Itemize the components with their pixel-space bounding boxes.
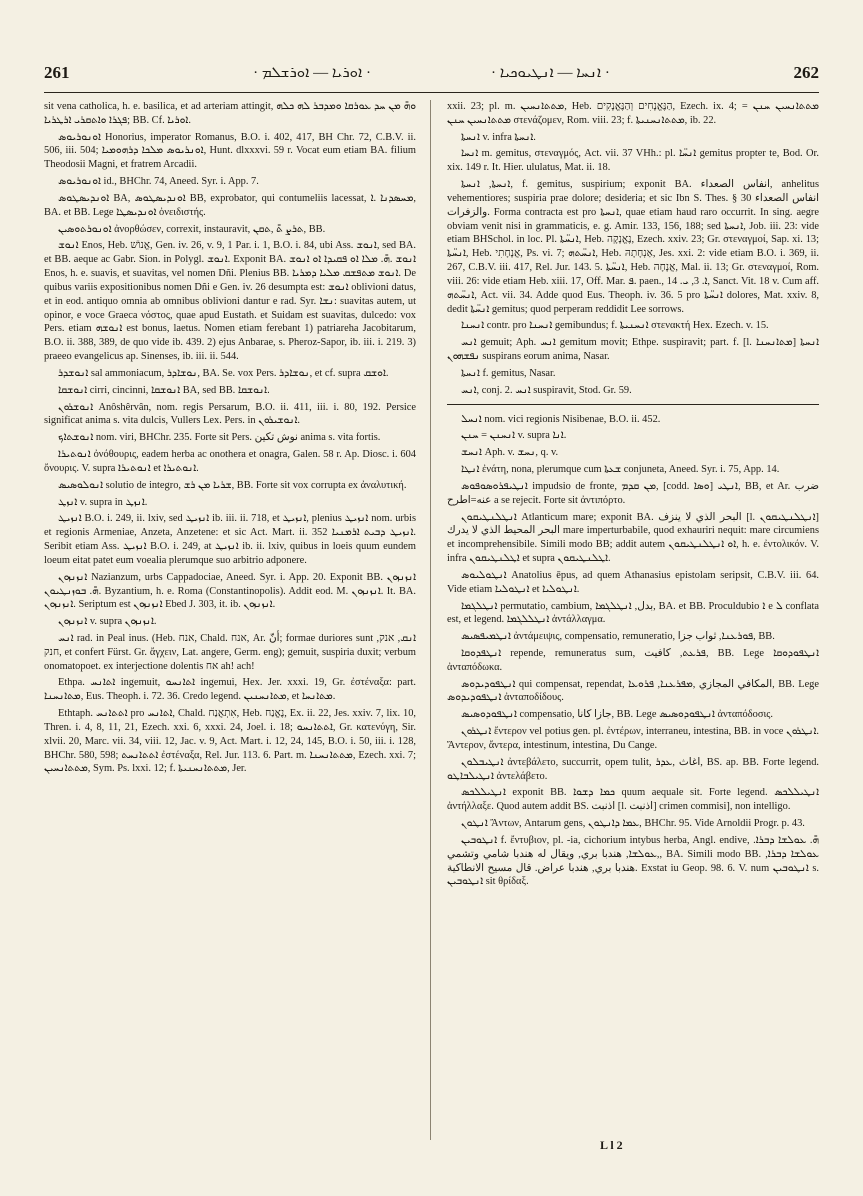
right-entry: ܐܢܚܠ nom. vici regionis Nisibenae, B.O. ii. 452. xyxy=(461,413,661,425)
left-entry: ܐܢܘܬܝܪܐ ὀνόθουρις, eadem herba ac onothera et onagra, Galen. 58 r. Ap. Diosc. i. 604 ὄνουρις. V. supra ܐܢܘܬܝܪܐ et ܐܢܘܬܝܪܐ. xyxy=(44,449,416,474)
right-entry: ܐܢܛܝܦܪܘܣܘܦܘܣ impudsio de fronte, ܡܢ ܩܕܡ, [codd. ܘܣܐ] ܐܢܛܝ, BB, et Ar. ضرب عنه=اطرح a se rejecit. Forte sit ἀντιπόρτο. xyxy=(447,480,819,506)
left-entry: Ethtaph. ܐܬܬܐܢܚ pro ܐܬܐܢܚ, Chald. אִתְאֲנַח, Heb. נֶאֱנַח, Ex. ii. 22, Jes. xxiv. 7, lix. 10, Thren. i. 4, 8, 11, 21, Ezech. xxi. 6, xxxi. 24, Joel. i. 18; ܐܬܬܐܢܚܘ, Gr. κατενύγη, Sir. xlvii. 20, Marc. vii. 34, viii. 12, Jac. v. 9, Act. Mart. i. 12, 24, 145, B.O. i. 50, iii. i. 128, BHChr. 580, 598; ܐܬܬܐܢܚܬ ἐστέναξα, Rel. Jur. 113. 6. Part. m. ܡܬܬܐܢܚܢܐ, Ezech. xxi. 7; ܡܬܬܐܢܚܝܢ, Sym. Ps. lxxi. 12; f. ܡܬܬܐܢܚܢܝܬܐ, Jer. xyxy=(44,708,416,775)
left-entry: ܐܘܢܘܪܝܘܣ Honorius, imperator Romanus, B.O. i. 402, 417, BH Chr. 72, C.B.V. ii. 506, iii. 504; ܐܘܢܪܝܘܣ ܡܠܟܐ ܕܪܗܘܡܝܐ, Hunt. dlxxxvi. 59 r. Vocat eum etiam BA. filium Theodosii Magni, et fratrem Arcadii. xyxy=(44,131,416,171)
running-heads xyxy=(253,64,610,82)
right-section-rule xyxy=(447,404,819,405)
left-running-head: · ܐܘܪܝܐ — ܐܘܪܫܠܡ · xyxy=(253,65,371,81)
left-entry: ܐܢܘܠܘܣܝܣ solutio de integro, ܫܪܝܐ ܡܢ ܪܫ, BB. Forte sit vox corrupta ex ἀναλυτική. xyxy=(58,479,407,491)
right-entry: ܐܢܚܬܐ f. gemitus, Nasar. xyxy=(461,367,556,379)
left-entry: ܐܢܙܢܙܘܢ v. supra ܐܢܙܢܙܘܢ. xyxy=(58,616,157,628)
signature-mark: L l 2 xyxy=(600,1138,623,1152)
left-entry: Ethpa. ܐܬܐܢܚ ingemuit, ܐܬܐܢܚܘ ingemui, Hex. Jer. xxxi. 19, Gr. ἐστέναξα: part. ܡܬܐܢܚܢܐ, Eus. Theoph. i. 72. 36. Credo legend. ܡܬܐܢܚܢܝܢ, et ܡܬܐܢܚܐ. xyxy=(44,677,416,703)
right-entry: ܐܢܛܪܘܢ ἔντερον vel potius gen. pl. ἐντέρων, interraneu, intestina, BB. in voce ܐܢܛܪܘܢ. Ἄντερον, ἄντερα, intestinum, intestina, Du Cange. xyxy=(447,726,819,751)
right-entry: ܐܢܚܬܐ v. infra ܐܢܚܬܐ. xyxy=(461,131,536,143)
right-entry: ܐܢܚܬܐ, ܐܢܚܬܐ, f. gemitus, suspirium; exponit BA. انفاس الصعداء, anhelitus vehementiores; suspiria prae dolore; desideria; et sic Ibn S. Thes. § 30 انفاس الصعداء والزفرات. Forma contracta est pro ܐܢܚܬܐ, quae etiam haud raro occurrit. In sing. aegre obviam venit nisi in grammaticis, e. g. Amir. 133, 156, 188; sed ܐܢܚܬܐ, Job. iii. 23: vide etiam BHSchol. in loc. Pl. ܐܢܚ̈ܬܐ, Heb. נֶאֱנָקָה, Ezech. xxiv. 23; Gr. στεναγμοί, Sap. xi. 13; ܐܢܚ̈ܬܐ, Heb. אֲנָחָתִי, Ps. vi. 7; ܐܢܚ̈ܬܗ, Heb. אַנְחָתָהּ, Jes. xxi. 2: vide etiam B.O. i. 369, ii. 267, C.B.V. iii. 417, Rel. Jur. 143. 5. ܐܢܚ̈ܬܐ, Heb. אֲנָחָה, Mal. ii. 13; Gr. στεναγμοί, Rom. viii. 26: vide etiam Heb. xiii. 17, Off. Mar. ܦ. paen., ܐ. 3, ܝ. 14, Sanct. Vit. 18 v. Cum aff. ܐܢܚ̈ܬܗ, Act. vii. 34. Adde quod Eus. Theoph. iv. 36. 5 pro ܐܢܚ̈ܬܐ dolores, Mat. xxiv. 8, dedit ܐܢܚ̈ܬܐ gemitus; quod perperam reddidit Lee sorrows. xyxy=(447,179,819,315)
left-entry: ܐܢܙܝܛ B.O. i. 249, ii. lxiv, sed ܐܢܙܝܛ ib. iii. ii. 718, et ܐܢܙܝܛ, plenius ܐܢܙܝܛ nom. urbis et regionis Armeniae, Anzeta, Anzetene: et sic Act. Mart. ii. 352 ܐܢܙܝܛ ܕܒܝܬ ܐܪܡܢܝܐ. Seribit etiam Ass. ܐܢܙܝܛ B.O. i. 249, at ܐܢܙܝܛ ib. ii. lxiv, quibus in loeis quum eundem loeum eitat patet eum voealia plerumque suo arbitrio adponere. xyxy=(44,513,416,566)
right-entry: ܐܢܛܦܕܘܩܐ repende, remuneratus sum, ܦܪܥܬ, كافيت, BB. Lege ܐܢܛܦܘܕܘܩܐ ἀνταπόδωκα. xyxy=(447,647,819,673)
right-entry: ܐܢܛܠܓܡܐ permutatio, cambium, بدل, ܐܢܛܠܓܡܐ, BA. et BB. Proculdubio ܐ e ܠ conflata est, et legend. ܐܢܛܠܠܓܡܐ ἀντάλλαγμα. xyxy=(447,600,819,626)
left-entry: ܐܢܚ rad. in Peal inus. (Heb. אנח, Chald. אנח, Ar. أنّ; formae duriores sunt ܐܢܩ, אנק, חנק, et confert Fürst. Gr. ἄγχειν, Lat. angere, Germ. eng); gemuit, suspiria duxit; verbum onomatopoet. ex interjectione dolentis אח ah! ach! xyxy=(44,632,416,672)
page-header xyxy=(44,58,819,88)
right-entry: ܐܢܛܘܠܝܘܣ Anatolius ēpus, ad quem Athanasius epistolam seripsit, C.B.V. iii. 64. Vide etiam ܐܢܛܘܠܝܐ et ܐܢܛܘܠܝܐ. xyxy=(447,569,819,595)
left-entry: sit vena catholica, h. e. basilica, et ad arteriam attingit, ܘܗ̄ ܡܢ ܚܕ ܥܘܪܩܐ ܘܡܕܒܪ ܠܗ ܟܠܗ ܦܓܪܐ ܘܐܬܩܪܝ ܐܪܛܪܝܐ; BB. Cf. ܐܘܪܝܐ. xyxy=(44,101,416,126)
right-entry: ܐܢܛܦܘܕܘܣܝܣ compensatio, جازا كانا, BB. Lege ܐܢܛܦܘܕܘܣܝܣ ἀνταπόδοσις. xyxy=(461,709,773,721)
right-running-head: · ܐܢܚܐ — ܐܢܛܝܘܟܝܐ · xyxy=(490,65,610,81)
left-entry: ܐܢܘܫܬܐܟ nom. viri, BHChr. 235. Forte sit Pers. نوش تکین anima s. vita fortis. xyxy=(58,432,381,444)
right-entry: ܐܢܚܫ Aph. v. ܢܚܫ, q. v. xyxy=(461,447,559,459)
right-entry: ܐܢܚ gemuit; Aph. ܐܢܚ gemitum movit; Ethpe. suspiravit; part. f. [l. ܡܬܐܢܚܢܐ] ܐܢܚܬܐ ܢܦܫܗܘܢ suspirans eorum anima, Nasar. xyxy=(447,337,819,363)
left-entry: ܐܘܢܘܪܝܘܣ id., BHChr. 74, Aneed. Syr. i. App. 7. xyxy=(58,176,259,188)
right-entry: xxii. 23; pl. m. ܡܬܬܐܢܚܝܢ, Heb. הַנֶּאֱנָחִים וְהַנֶּאֱנָקִים, Ezech. ix. 4; ܡܬܬܐܢܚܝܢ ܚܢܢ = ܡܬܬܐܢܚܝܢ ܚܢܢ στενάζομεν, Rom. viii. 23; f. ܡܬܬܐܢܚܢܝܬܐ, ib. 22. xyxy=(447,101,819,126)
left-entry: ܐܢܘܫܕܪ sal ammoniacum, ܢܘܫܐܕܪ, BA. Se. vox Pers. ܢܘܫܐܕܪ, et cf. supra ܐܘܫܩ. xyxy=(58,367,389,379)
right-entry: ܐܢܛܘܢ Ἄντων, Antarum gens, ܥܡܐ ܕܐܢܛܘܢ, BHChr. 95. Vide Arnoldii Progr. p. 43. xyxy=(461,818,805,830)
right-entry: ܐܢܚܢܐ contr. pro ܐܢܚܢܐ gemibundus; f. ܐܢܚܢܝܬܐ στενακτή Hex. Ezech. v. 15. xyxy=(461,320,769,332)
left-column xyxy=(44,100,416,1140)
right-entry: ܐܢܛܝܠܠܟܣ exponit BB. ܟܡܐ ܕܫܘܐ quum aequale sit. Forte legend. ܐܢܛܝܠܠܟܣ ἀντήλλαξε. Quod autem addit BS. اذنبت [l. اذنبت] crimen commisi], non intelligo. xyxy=(447,787,819,813)
right-entry: ܐܢܛܦܘܕܝܕܘܣ qui compensat, rependat, المكافي المجازي ,ܡܦܪܥܢܐ, ܦܪܘܥܐ, BB. Lege ܐܢܛܦܘܕܝܕܘܣ ἀνταποδίδους. xyxy=(447,678,819,704)
right-entry: ܐܢܚܐ m. gemitus, στεναγμός, Act. vii. 37 VHh.: pl. ܐܢܚ̈ܐ gemitus propter te, Bod. Or. xix. 149 r. It. Hier. ululatus, Mat. ii. 18. xyxy=(447,148,819,174)
left-entry: ܐܘܢܘܪܬܘܣܝܢ ἀνορθώσεν, correxit, instauravit, ܬܪܨ ܬ̄ ,ܬܩܢ, BB. xyxy=(58,223,326,235)
left-entry: ܐܘܢܕܝܣܛܘܣ BA, ܐܘܢܕܝܣܛܘܣ BB, exprobator, qui contumeliis lacessat, ܡܚܣܕܢܐ .ܐ, BA. et BB. Lege ܐܘܢܕܝܣܛܐ ὀνειδιστής. xyxy=(44,192,416,218)
left-entry: ܐܢܙܢܙܘܢ Nazianzum, urbs Cappadociae, Aneed. Syr. i. App. 20. Exponit BB. ܐܢܙܢܙܘܢ .ܗ̄. ܒܘܙܢܛܝܘܢ Byzantium, h. e. Roma (Constantinopolis). Addit eod. M. ܐܢܙܢܙܘܢ. It. BA. ܐܢܙܢܙܘܢ. Seriptum est ܐܢܙܢܙܘܢ Ebed J. 303, it. ib. ܐܢܙܢܙܘܢ. xyxy=(44,571,416,611)
right-entry: ܐܢܛܠܢܛܝܩܘܢ Atlanticum mare; exponit BA. البحر الذي لا ينزف [l. ܐܢܛܠܢܛܝܩܘܢ] البحر المحيط الذي لا يدرك mare imperturbabile, quod exhauriri nequit: mare circumiens et incomprehensibile. Simili modo BB; addit autem ܐܘ ܐܢܛܠܢܛܝܩܘܢ, h. e. ἐντολικόν. V. infra ܐܛܠܢܛܝܩܘܢ et supra ܐܛܠܢܛܝܩܘܢ. xyxy=(447,511,819,565)
left-page-number: 261 xyxy=(44,63,70,82)
left-entry: ܐܢܘܫܩܐ cirri, cincinni, ܐܢܘܫܩܐ BA, sed BB. ܐܢܘܫܩܐ. xyxy=(58,384,270,396)
right-entry: ܐܢܚ, conj. 2. ܐܢܚ suspiravit, Stod. Gr. 59. xyxy=(461,384,632,396)
right-entry: ܐܢܛܐ ἐνάτη, nona, plerumque cum ܫܥܬܐ conjuneta, Aneed. Syr. i. 75, App. 14. xyxy=(461,464,780,476)
header-rule xyxy=(44,92,819,93)
left-entry: ܐܢܘܫ Enos, Heb. אֱנוֹשׁ, Gen. iv. 26, v. 9, 1 Par. i. 1, B.O. i. 84, ubi Ass. ܐܢܘܫ, sed BA. et BB. aeque ac Gabr. Sion. in Polygl. ܐܢܘܫ. Exponit BA. ܐܢܘܫ .ܗ̄. ܡܠܐ ܐܘ ܦܩܝܕܐ ܐܘ ܐܢܘܫ Enos, h. e. suavis, et suavitas, vel nomen Dñi. Plenius BB. ܐܢܘܫ ܡܬܦܫܩ ܡܠܝܐ ܕܡܪܝܐ. De quibus variis expositionibus nomen Dñi e Gen. iv. 26 desumpta est: ܐܢܘܫ oblivioni datus, et in eod. antiquo omnia ab omnibus oblivioni dantur e rad. Syr. ܢܫܐ: suavitas autem, ut opinor, e voce Graeca νόστος, quae apud Eustath. et Suidam est suavitas, dulcedo: vox Pers. etiam ܐܢܘܫܗ est bonus, laetus. Nomen etiam ferebant 1) patriareha Jacobitarum, B.O. ii. 388, 389, de quo vide ib. 439. 2) ejus Anbarae, s. Pheroz-Sapor, ib. iii. i. 219. 3) praeeo evangelicus ap. Sinenses, ib. iii. ii. 544. xyxy=(44,240,416,363)
column-divider xyxy=(430,100,431,1140)
right-entry: ܐܢܚܢܢ = ܚܢܢ v. supra ܐܢܐ. xyxy=(461,430,567,442)
right-entry: ܐܢܛܘܒܝܢ f. ἔντυβιον, pl. -ia, cichorium intybus herba, Angl. endive, .ܗ̄. ܥܘܠܫܐ ܕܒܪܐ ,ܥܘܠܫܐ, هندبا بري, ويقال له هندبا شامي وتشمي, BA. Simili modo BB. ܥܘܠܫܐ ܕܒܪܐ, هندبا بري, هندبا عراض. قال مسيح الانطاكية. Exstat iu Geop. 98. 6. V. num ܐܢܛܘܒܝܢ s. ܐܢܛܘܒܝܢ sit θρίδαξ. xyxy=(447,834,819,888)
right-entry: ܐܢܛܝܒܠܘܢ ἀντεβάλετο, succurrit, opem tulit, اغاث ,ܥܕܪ, BS. ap. BB. Forte legend. ܐܢܛܝܠܒܐܛܘ ἀντελάβετο. xyxy=(447,756,819,782)
right-page-number: 262 xyxy=(793,63,819,82)
left-entry: ܐܢܙܛ v. supra in ܐܢܙܛ. xyxy=(58,496,148,508)
right-column xyxy=(447,100,819,1140)
right-entry: ܐܢܛܡܝܦܣܝܣ ἀντάμειψις, compensatio, remuneratio, ܦܘܪܥܢܐ, ثواب جزا, BB. xyxy=(461,631,775,643)
left-entry: ܐܢܘܫܪܘܢ Anôshêrvân, nom. regis Persarum, B.O. ii. 411, iii. i. 80, 192. Persice significat anima s. vita dulcis, Vullers Lex. Pers. in ܐܢܘܫܝܪܘܢ. xyxy=(44,401,416,427)
